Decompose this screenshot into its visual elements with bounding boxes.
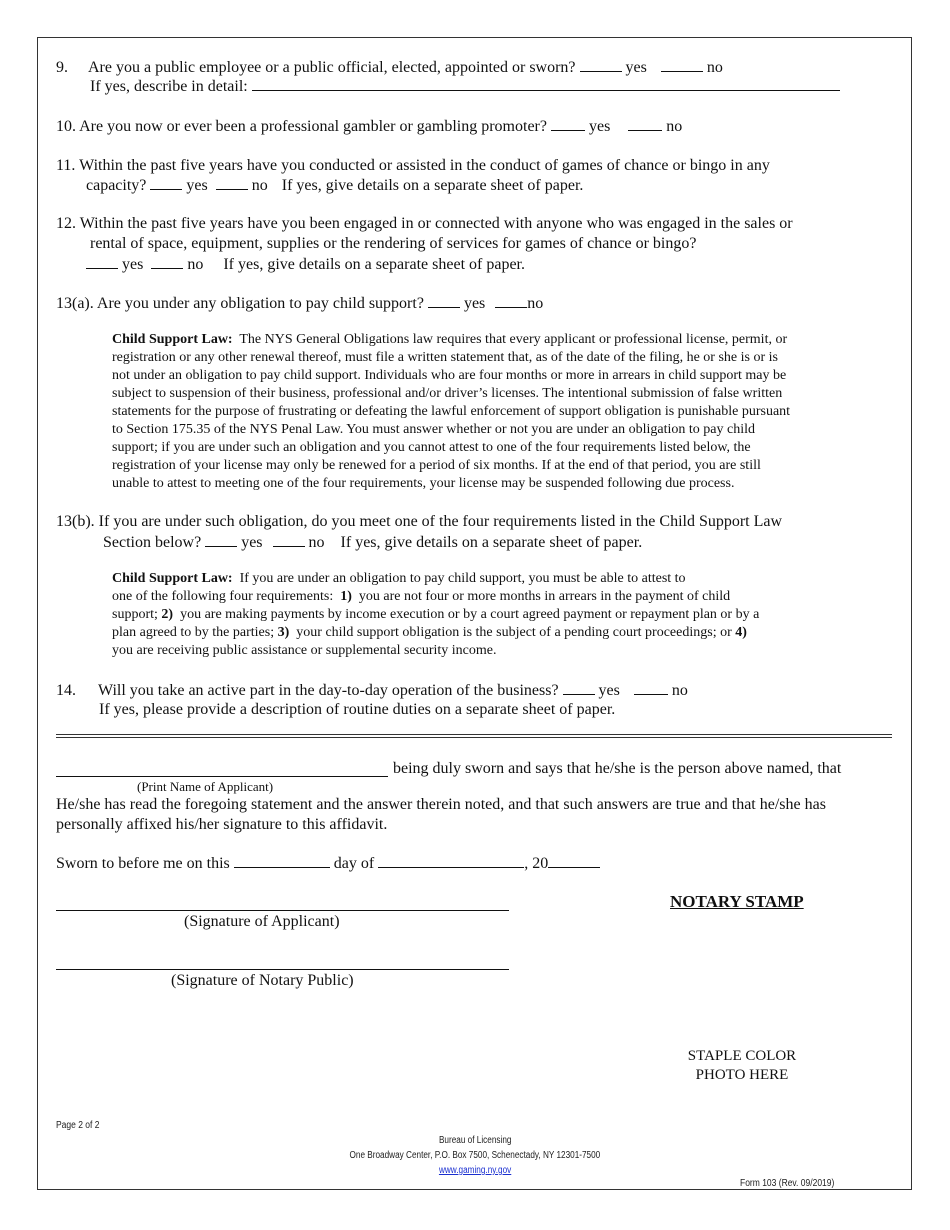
question-14 [56, 680, 688, 700]
question-11 [56, 156, 770, 175]
requirement-number: 2) [161, 607, 174, 622]
law-heading: Child Support Law: [112, 332, 233, 347]
q14-no-blank[interactable] [634, 680, 668, 695]
q13a-no-blank[interactable] [495, 293, 527, 308]
question-12 [56, 214, 793, 233]
law-heading: Child Support Law: [112, 571, 233, 586]
question-number: 13(a). [56, 295, 94, 312]
photo-instruction-line: STAPLE COLOR [687, 1048, 797, 1064]
q13b-no-blank[interactable] [273, 532, 305, 547]
yes-label: yes [588, 118, 611, 135]
question-text: Will you take an active part in the day-to-day operation of the business? [98, 682, 559, 699]
question-12-answer [86, 254, 525, 274]
q11-no-blank[interactable] [216, 175, 248, 190]
law-text: you are receiving public assistance or supplemental security income. [112, 643, 497, 658]
law-text: The NYS General Obligations law requires that every applicant or professional license, permit, or [239, 332, 788, 347]
q9-no-blank[interactable] [661, 57, 703, 72]
year-prefix-label: , 20 [524, 855, 549, 872]
question-9-detail [90, 76, 840, 96]
yes-label: yes [598, 682, 620, 699]
law-text: statements for the purpose of frustrating or defeating the lawful enforcement of support obligation is punishable pursuant [112, 404, 791, 419]
section-divider [56, 737, 892, 738]
q10-yes-blank[interactable] [551, 116, 585, 131]
notary-signature-caption: (Signature of Notary Public) [171, 972, 354, 989]
affidavit-statement-line1: He/she has read the foregoing statement and the answer therein noted, and that such answers are true and that he/she has [56, 796, 826, 813]
question-text: Within the past five years have you conducted or assisted in the conduct of games of chance or bingo in any [79, 157, 770, 174]
question-number: 11. [56, 157, 76, 174]
photo-instruction-line: PHOTO HERE [695, 1067, 789, 1083]
question-12-line2 [90, 234, 696, 253]
sworn-before-label: Sworn to before me on this [56, 855, 230, 872]
notary-signature-field[interactable] [56, 969, 509, 970]
law-text: registration or any other renewal thereof, must file a written statement that, as of the date of the filing, he or she is or is [112, 350, 778, 365]
sworn-month-field[interactable] [378, 853, 524, 868]
detail-label: If yes, describe in detail: [90, 78, 248, 95]
day-of-label: day of [333, 855, 375, 872]
applicant-signature-caption: (Signature of Applicant) [184, 913, 340, 930]
q10-no-blank[interactable] [628, 116, 662, 131]
sworn-year-field[interactable] [548, 853, 600, 868]
q9-detail-field[interactable] [252, 76, 840, 91]
q12-no-blank[interactable] [151, 254, 183, 269]
no-label: no [671, 682, 688, 699]
requirement-number: 4) [735, 625, 747, 640]
question-number: 9. [56, 59, 68, 76]
law-text: support; [112, 607, 158, 622]
law-text: to Section 175.35 of the NYS Penal Law. You must answer whether or not you are under an obligation to pay child [112, 422, 755, 437]
law-text: plan agreed to by the parties; [112, 625, 275, 640]
law-text: not under an obligation to pay child support. Individuals who are four months or more in arrears in child support may be [112, 368, 787, 383]
affidavit-statement-line2: personally affixed his/her signature to this affidavit. [56, 816, 388, 833]
question-number: 12. [56, 215, 76, 232]
applicant-signature-field[interactable] [56, 910, 509, 911]
question-text: If you are under such obligation, do you meet one of the four requirements listed in the Child Support Law [98, 513, 783, 530]
requirement-number: 3) [277, 625, 290, 640]
law-text: your child support obligation is the subject of a pending court proceedings; or [296, 625, 732, 640]
q13b-yes-blank[interactable] [205, 532, 237, 547]
footer-address-block [0, 1133, 950, 1178]
child-support-requirements [112, 570, 872, 660]
q13a-yes-blank[interactable] [428, 293, 460, 308]
form-number: Form 103 (Rev. 09/2019) [740, 1178, 835, 1189]
question-text: Section below? [103, 534, 202, 551]
question-10 [56, 116, 682, 136]
law-text: you are making payments by income execution or by a court agreed payment or repayment plan or by a [180, 607, 760, 622]
q12-yes-blank[interactable] [86, 254, 118, 269]
question-note: If yes, give details on a separate sheet of paper. [281, 177, 584, 194]
question-text: Are you now or ever been a professional gambler or gambling promoter? [79, 118, 547, 135]
website-link[interactable]: www.gaming.ny.gov [438, 1165, 512, 1176]
question-13b-answer [103, 532, 642, 552]
child-support-law-notice [112, 331, 872, 493]
q9-yes-blank[interactable] [580, 57, 622, 72]
yes-label: yes [241, 534, 263, 551]
photo-instruction [600, 1047, 884, 1085]
no-label: no [666, 118, 683, 135]
sworn-day-field[interactable] [234, 853, 330, 868]
q11-yes-blank[interactable] [150, 175, 182, 190]
no-label: no [706, 59, 723, 76]
question-number: 10. [56, 118, 76, 135]
question-13b [56, 512, 782, 531]
law-text: registration of your license may only be renewed for a period of six months. If at the end of that period, you are still [112, 458, 761, 473]
q14-yes-blank[interactable] [563, 680, 595, 695]
sworn-statement [393, 759, 841, 778]
question-text: Are you under any obligation to pay child support? [96, 295, 424, 312]
question-11-answer [86, 175, 583, 195]
question-text: If yes, please provide a description of routine duties on a separate sheet of paper. [99, 701, 616, 718]
requirement-number: 1) [340, 589, 352, 604]
question-13a [56, 293, 543, 313]
no-label: no [527, 295, 544, 312]
law-text: one of the following four requirements: [112, 589, 334, 604]
question-text: rental of space, equipment, supplies or the rendering of services for games of chance or bingo? [90, 235, 697, 252]
law-text: If you are under an obligation to pay child support, you must be able to attest to [239, 571, 686, 586]
yes-label: yes [625, 59, 647, 76]
question-9 [56, 57, 723, 77]
yes-label: yes [186, 177, 208, 194]
question-text: Are you a public employee or a public official, elected, appointed or sworn? [88, 59, 576, 76]
sworn-before-line [56, 853, 600, 873]
law-text: subject to suspension of their business, professional and/or driver’s licenses. The intentional submission of false written [112, 386, 783, 401]
question-text: Within the past five years have you been engaged in or connected with anyone who was engaged in the sales or [79, 215, 793, 232]
page-number: Page 2 of 2 [56, 1120, 100, 1131]
bureau-address: One Broadway Center, P.O. Box 7500, Schenectady, NY 12301-7500 [349, 1150, 601, 1161]
sworn-text: being duly sworn and says that he/she is the person above named, that [393, 760, 842, 777]
question-number: 13(b). [56, 513, 95, 530]
question-14-line2 [99, 700, 615, 719]
question-number: 14. [56, 682, 76, 699]
question-note: If yes, give details on a separate sheet of paper. [340, 534, 643, 551]
question-text: capacity? [86, 177, 147, 194]
no-label: no [187, 256, 204, 273]
no-label: no [251, 177, 268, 194]
section-divider [56, 734, 892, 735]
no-label: no [308, 534, 325, 551]
yes-label: yes [463, 295, 486, 312]
print-name-caption: (Print Name of Applicant) [137, 779, 274, 794]
law-text: you are not four or more months in arrears in the payment of child [358, 589, 731, 604]
question-note: If yes, give details on a separate sheet of paper. [223, 256, 525, 273]
yes-label: yes [122, 256, 144, 273]
bureau-name: Bureau of Licensing [438, 1135, 512, 1146]
notary-stamp-label: NOTARY STAMP [670, 892, 804, 911]
law-text: unable to attest to meeting one of the four requirements, your license may be suspended following due process. [112, 476, 735, 491]
law-text: support; if you are under such an obligation and you cannot attest to one of the four requirements listed below, the [112, 440, 751, 455]
